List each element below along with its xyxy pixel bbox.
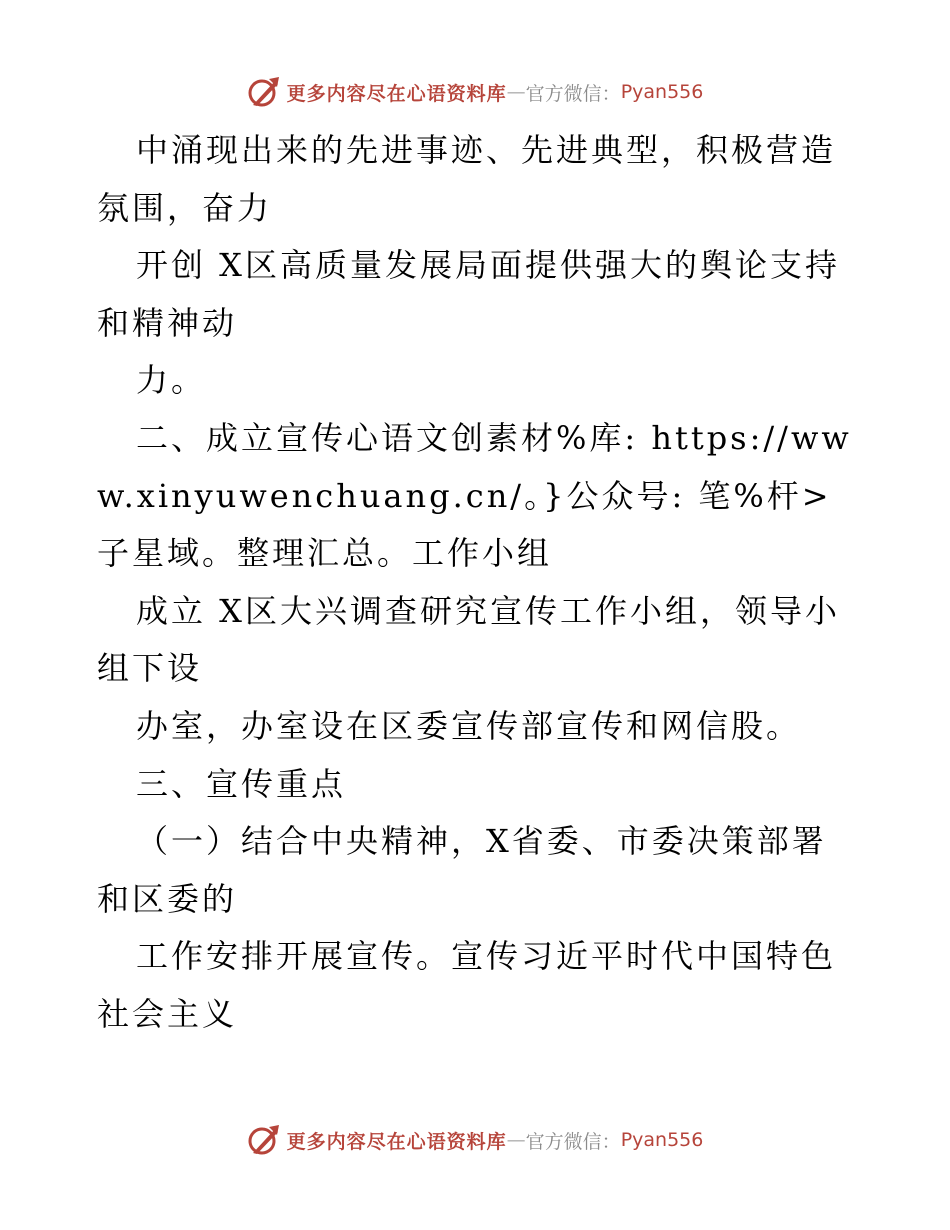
watermark-separator: — <box>506 1129 526 1151</box>
paragraph-8: （一）结合中央精神，X省委、市委决策部署和区委的 <box>97 822 827 918</box>
quill-pen-logo-icon <box>247 1123 281 1157</box>
paragraph-2: 开创 X区高质量发展局面提供强大的舆论支持和精神动 <box>97 246 840 342</box>
section-three-heading: 三、宣传重点 <box>136 764 347 803</box>
watermark-label: 官方微信： <box>525 1130 621 1153</box>
watermark-separator: — <box>506 81 526 103</box>
paragraph-9: 工作安排开展宣传。宣传习近平时代中国特色社会主义 <box>97 937 837 1033</box>
quill-pen-logo-icon <box>247 75 281 109</box>
paragraph-1: 中涌现出来的先进事迹、先进典型，积极营造氛围，奋力 <box>97 131 837 227</box>
footer-watermark <box>0 1120 950 1160</box>
paragraph-5: 成立 X区大兴调查研究宣传工作小组，领导小组下设 <box>97 591 840 688</box>
paragraph-4-section-two: 二、成立宣传心语文创素材%库: https://www.xinyuwenchuang.cn/。}公众号: 笔%杆>子星域。整理汇总。工作小组 <box>97 418 852 573</box>
document-body <box>97 122 857 1044</box>
watermark-label: 官方微信： <box>525 82 621 105</box>
paragraph-6: 办室，办室设在区委宣传部宣传和网信股。 <box>136 706 802 745</box>
watermark-wechat-id: Pyan556 <box>620 81 704 103</box>
watermark-wechat-id: Pyan556 <box>620 1129 704 1151</box>
watermark-brand: 更多内容尽在心语资料库 <box>286 82 507 105</box>
paragraph-3: 力。 <box>136 361 207 400</box>
watermark-brand: 更多内容尽在心语资料库 <box>286 1130 507 1153</box>
header-watermark <box>0 72 950 112</box>
